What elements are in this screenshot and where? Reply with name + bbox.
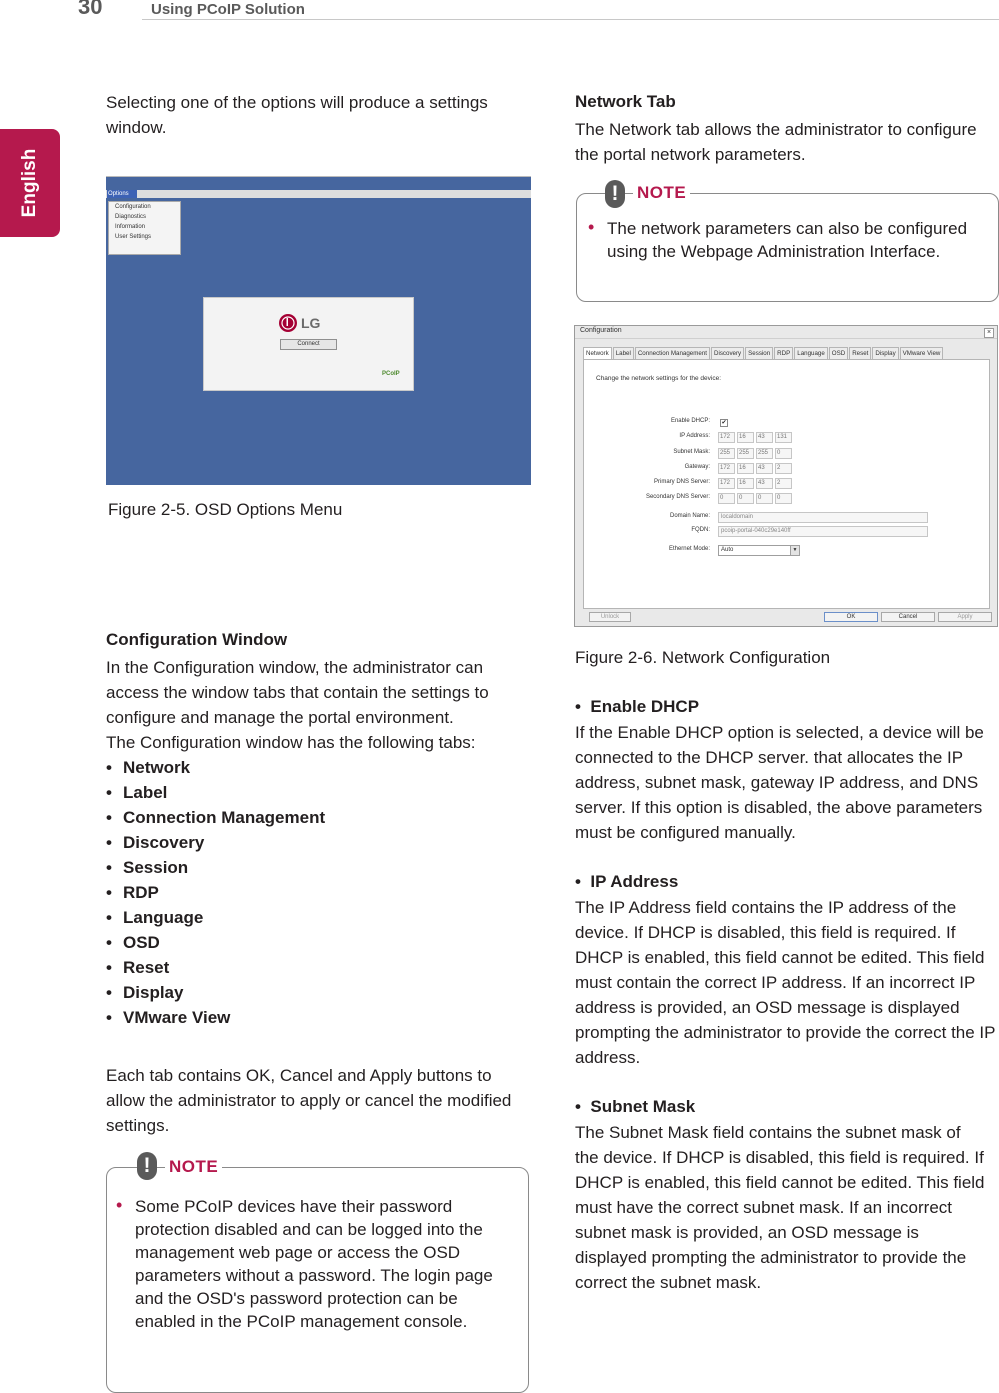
language-tab xyxy=(0,129,60,237)
note-label: NOTE xyxy=(633,183,690,203)
ethernet-mode-value: Auto xyxy=(721,547,734,553)
ethernet-mode-label: Ethernet Mode: xyxy=(668,546,710,552)
tab-rdp: RDP xyxy=(774,347,793,360)
menu-item-information: Information xyxy=(115,224,146,230)
secondary-dns-label: Secondary DNS Server: xyxy=(645,494,710,500)
enable-dhcp-checkbox: ✔ xyxy=(721,420,727,426)
list-item: • OSD xyxy=(106,930,325,955)
dns2-octet-3: 0 xyxy=(756,493,773,504)
note-text-password: Some PCoIP devices have their password protection disabled and can be logged into the management web page or access the OSD parameters without a password. The login page and the OSD's password protection can be enabled in the PCoIP management console. xyxy=(135,1197,493,1331)
ip-address-heading: • IP Address xyxy=(575,872,679,891)
ethernet-mode-select xyxy=(718,545,800,556)
options-menubar xyxy=(106,190,531,198)
ip-octet-3: 43 xyxy=(756,432,773,443)
network-configuration-screenshot xyxy=(574,325,998,627)
menu-item-user-settings: User Settings xyxy=(115,234,152,240)
subnet-mask-heading-text: Subnet Mask xyxy=(590,1097,696,1116)
gateway-octet-1: 172 xyxy=(718,463,735,474)
note-exclamation-icon: ! xyxy=(605,180,625,208)
tab-network: Network xyxy=(583,347,612,360)
menu-item-diagnostics: Diagnostics xyxy=(115,214,147,220)
configuration-tabs-intro: The Configuration window has the following tabs: xyxy=(106,733,476,752)
list-item: • Label xyxy=(106,780,325,805)
ip-address-paragraph: The IP Address field contains the IP address of the device. If DHCP is disabled, this field is required. If DHCP is enabled, this field cannot be edited. This field must contain the correct IP address. If an incorrect IP address is provided, an OSD message is displayed prompting the administrator to provide the correct the IP address. xyxy=(575,898,996,1067)
list-item: • Reset xyxy=(106,955,325,980)
dns2-octet-1: 0 xyxy=(718,493,735,504)
configuration-tabs-list xyxy=(106,755,325,1030)
configuration-window-heading: Configuration Window xyxy=(106,630,288,649)
unlock-button: Unlock xyxy=(589,612,631,622)
tab-display: Display xyxy=(872,347,898,360)
list-item: • Network xyxy=(106,755,325,780)
window-titlebar xyxy=(575,326,997,339)
tab-vmware-view: VMware View xyxy=(900,347,944,360)
tab-session: Session xyxy=(745,347,773,360)
dns1-octet-2: 16 xyxy=(737,478,754,489)
enable-dhcp-paragraph: If the Enable DHCP option is selected, a device will be connected to the DHCP server. that allocates the IP address, subnet mask, gateway IP address, and DNS server. If this option is disabled, the above parameters must be configured manually. xyxy=(575,723,984,842)
window-title: Configuration xyxy=(580,327,622,334)
gateway-octet-4: 2 xyxy=(775,463,792,474)
note-exclamation-icon: ! xyxy=(137,1152,157,1180)
enable-dhcp-label: Enable DHCP: xyxy=(670,418,710,424)
header-rule xyxy=(142,19,999,20)
page-number: 30 xyxy=(78,0,103,19)
figure-2-6-caption: Figure 2-6. Network Configuration xyxy=(575,648,831,667)
lg-logo-icon xyxy=(278,313,340,333)
intro-paragraph: Selecting one of the options will produce a settings window. xyxy=(106,93,488,137)
fqdn-field: pcoip-portal-040c29e140ff xyxy=(718,526,928,537)
network-settings-panel xyxy=(583,359,990,609)
mask-octet-2: 255 xyxy=(737,448,754,459)
list-item: • Display xyxy=(106,980,325,1005)
buttons-paragraph: Each tab contains OK, Cancel and Apply buttons to allow the administrator to apply or cancel the modified settings. xyxy=(106,1066,512,1135)
note-text-network: The network parameters can also be configured using the Webpage Administration Interface. xyxy=(607,219,968,261)
ip-octet-4: 131 xyxy=(775,432,792,443)
connect-dialog xyxy=(203,297,414,391)
subnet-mask-paragraph: The Subnet Mask field contains the subnet mask of the device. If DHCP is disabled, this field is required. If DHCP is enabled, this field cannot be edited. This field must have the correct subnet mask. If an incorrect subnet mask is provided, an OSD message is displayed prompting the administrator to provide the correct the subnet mask. xyxy=(575,1123,985,1292)
apply-button: Apply xyxy=(938,612,992,622)
note-label: NOTE xyxy=(165,1157,222,1177)
ip-octet-1: 172 xyxy=(718,432,735,443)
tab-label: Label xyxy=(613,347,634,360)
gateway-octet-2: 16 xyxy=(737,463,754,474)
gateway-label: Gateway: xyxy=(684,464,710,470)
fqdn-label: FQDN: xyxy=(691,527,710,533)
dns2-octet-4: 0 xyxy=(775,493,792,504)
dns2-octet-2: 0 xyxy=(737,493,754,504)
pcoip-logo: PCoIP xyxy=(382,371,400,377)
ip-octet-2: 16 xyxy=(737,432,754,443)
gateway-octet-3: 43 xyxy=(756,463,773,474)
tab-osd: OSD xyxy=(829,347,848,360)
list-item: • Connection Management xyxy=(106,805,325,830)
options-dropdown xyxy=(108,201,181,255)
menu-item-configuration: Configuration xyxy=(115,204,151,210)
panel-heading: Change the network settings for the device: xyxy=(596,375,722,382)
lg-logo-text: LG xyxy=(301,315,321,331)
list-item: • RDP xyxy=(106,880,325,905)
note-bullet-icon: • xyxy=(588,217,595,237)
tab-connection-management: Connection Management xyxy=(635,347,710,360)
tab-discovery: Discovery xyxy=(711,347,744,360)
list-item: • Language xyxy=(106,905,325,930)
mask-octet-3: 255 xyxy=(756,448,773,459)
chevron-down-icon: ▼ xyxy=(790,546,799,555)
ip-address-heading-text: IP Address xyxy=(590,872,679,891)
figure-2-5-caption: Figure 2-5. OSD Options Menu xyxy=(108,500,343,519)
note-bullet-icon: • xyxy=(116,1195,123,1215)
options-menu-tab: Options xyxy=(107,190,137,198)
primary-dns-label: Primary DNS Server: xyxy=(653,479,710,485)
dns1-octet-4: 2 xyxy=(775,478,792,489)
subnet-mask-label: Subnet Mask: xyxy=(673,449,710,455)
ok-button: OK xyxy=(824,612,878,622)
network-tab-heading: Network Tab xyxy=(575,92,676,111)
list-item: • Session xyxy=(106,855,325,880)
enable-dhcp-heading-text: Enable DHCP xyxy=(590,697,700,716)
dns1-octet-1: 172 xyxy=(718,478,735,489)
osd-options-screenshot xyxy=(106,176,531,485)
domain-name-field: localdomain xyxy=(718,512,928,523)
running-title: Using PCoIP Solution xyxy=(151,1,305,18)
mask-octet-1: 255 xyxy=(718,448,735,459)
domain-name-label: Domain Name: xyxy=(669,513,710,519)
list-item: • VMware View xyxy=(106,1005,325,1030)
network-tab-paragraph: The Network tab allows the administrator to configure the portal network parameters. xyxy=(575,120,977,164)
ip-address-label: IP Address: xyxy=(679,433,710,439)
connect-button: Connect xyxy=(280,339,337,350)
language-label: English xyxy=(19,148,40,218)
close-icon: × xyxy=(984,328,994,338)
dns1-octet-3: 43 xyxy=(756,478,773,489)
subnet-mask-heading: • Subnet Mask xyxy=(575,1097,696,1116)
tab-reset: Reset xyxy=(849,347,871,360)
configuration-paragraph: In the Configuration window, the administrator can access the window tabs that contain the settings to configure and manage the portal environment. xyxy=(106,658,489,727)
list-item: • Discovery xyxy=(106,830,325,855)
enable-dhcp-heading: • Enable DHCP xyxy=(575,697,700,716)
mask-octet-4: 0 xyxy=(775,448,792,459)
tab-language: Language xyxy=(794,347,828,360)
cancel-button: Cancel xyxy=(881,612,935,622)
